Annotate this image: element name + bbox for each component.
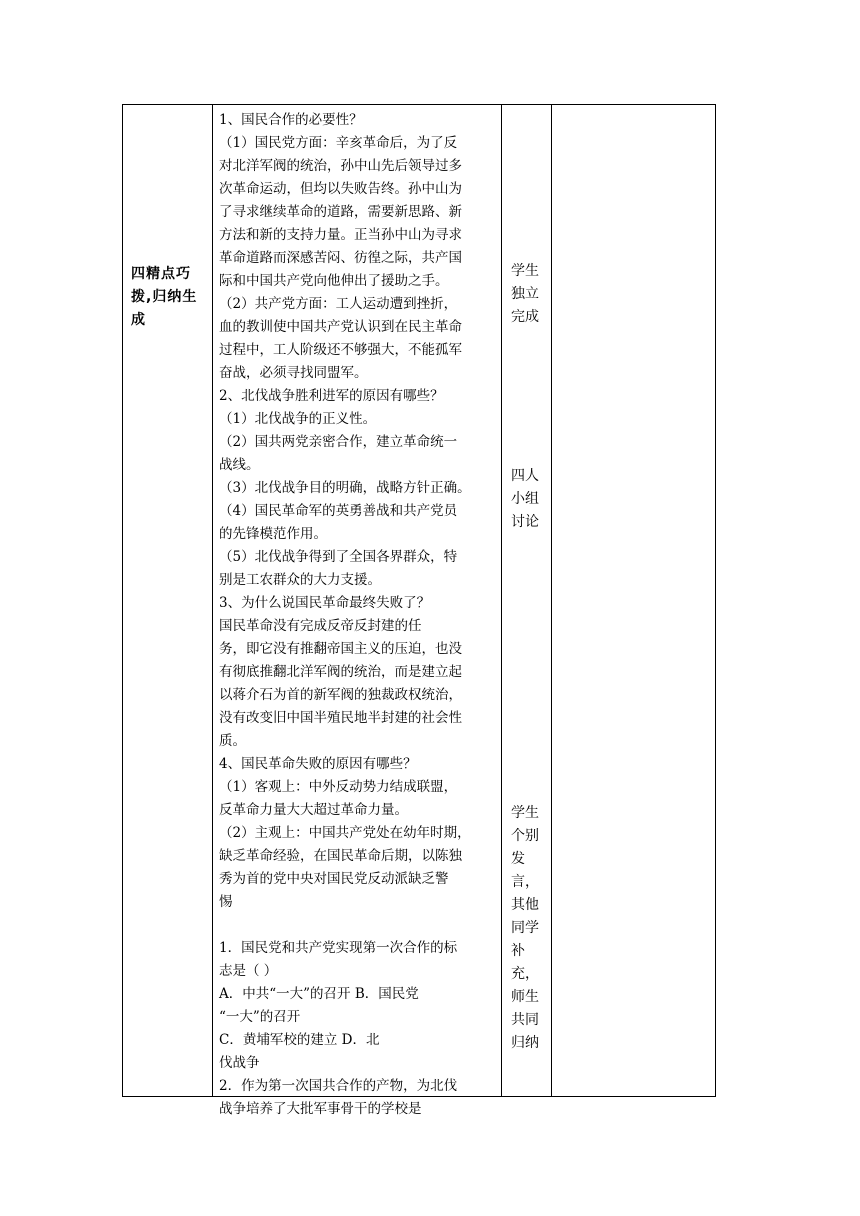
content-line: （1）客观上：中外反动势力结成联盟， <box>219 779 458 795</box>
activity-line: 同学 <box>511 920 539 936</box>
content-line: 秀为首的党中央对国民党反动派缺乏警 <box>219 871 449 887</box>
content-line: 1、国民合作的必要性？ <box>219 112 363 128</box>
content-line: 对北洋军阀的统治，孙中山先后领导过多 <box>219 158 462 174</box>
activity-line: 共同 <box>511 1012 539 1028</box>
content-line: 质。 <box>219 733 246 749</box>
content-line: 4、国民革命失败的原因有哪些？ <box>219 756 417 772</box>
content-line: （2）国共两党亲密合作，建立革命统一 <box>219 434 458 450</box>
content-line: 方法和新的支持力量。正当孙中山为寻求 <box>219 227 462 243</box>
activity-individual <box>511 802 551 1055</box>
content-line: 反革命力量大大超过革命力量。 <box>219 802 408 818</box>
activity-group <box>511 465 551 534</box>
content-line: （2）主观上：中国共产党处在幼年时期， <box>219 825 471 841</box>
content-line: （2）共产党方面：工人运动遭到挫折， <box>219 296 458 312</box>
content-line: 国民革命没有完成反帝反封建的任 <box>219 618 422 634</box>
activity-line: 讨论 <box>511 514 539 530</box>
column-divider <box>212 105 213 1096</box>
activity-line: 其他 <box>511 897 539 913</box>
lesson-table <box>122 104 716 1117</box>
stage-label-line: 拨,归纳生 <box>131 289 198 305</box>
activity-line: 学生 <box>511 263 539 279</box>
content-line: C．黄埔军校的建立 D．北 <box>219 1032 380 1048</box>
activity-cell <box>509 105 553 1096</box>
activity-line: 完成 <box>511 309 539 325</box>
content-line: 缺乏革命经验，在国民革命后期，以陈独 <box>219 848 462 864</box>
content-line: 1．国民党和共产党实现第一次合作的标 <box>219 940 458 956</box>
content-line: A．中共“一大”的召开 B．国民党 <box>219 986 419 1002</box>
content-line: 以蒋介石为首的新军阀的独裁政权统治， <box>219 687 462 703</box>
content-line: 有彻底推翻北洋军阀的统治，而是建立起 <box>219 664 462 680</box>
content-line: 2、北伐战争胜利进军的原因有哪些？ <box>219 388 444 404</box>
content-line: 过程中，工人阶级还不够强大，不能孤军 <box>219 342 462 358</box>
column-divider <box>501 105 502 1096</box>
activity-line: 学生 <box>511 805 539 821</box>
content-cell <box>219 109 499 1117</box>
content-line: （1）北伐战争的正义性。 <box>219 411 377 427</box>
stage-cell <box>123 105 212 1096</box>
content-line: 别是工农群众的大力支援。 <box>219 572 381 588</box>
content-line: 没有改变旧中国半殖民地半封建的社会性 <box>219 710 462 726</box>
activity-line: 归纳 <box>511 1035 539 1051</box>
content-line: （1）国民党方面：辛亥革命后，为了反 <box>219 135 458 151</box>
stage-label <box>131 263 207 332</box>
content-line: 血的教训使中国共产党认识到在民主革命 <box>219 319 462 335</box>
content-line: 奋战，必须寻找同盟军。 <box>219 365 368 381</box>
stage-label-line: 四精点巧 <box>131 266 191 282</box>
content-line: 际和中国共产党向他伸出了援助之手。 <box>219 273 449 289</box>
activity-line: 发 <box>511 851 525 867</box>
content-line: 志是（ ） <box>219 963 278 979</box>
content-line: 战争培养了大批军事骨干的学校是 <box>219 1101 422 1117</box>
activity-line: 小组 <box>511 491 539 507</box>
content-line <box>219 914 499 937</box>
content-line: 了寻求继续革命的道路，需要新思路、新 <box>219 204 462 220</box>
activity-line: 师生 <box>511 989 539 1005</box>
content-line: 的先锋模范作用。 <box>219 526 327 542</box>
activity-line: 独立 <box>511 286 539 302</box>
content-line: 次革命运动，但均以失败告终。孙中山为 <box>219 181 462 197</box>
content-line: （3）北伐战争目的明确，战略方针正确。 <box>219 480 471 496</box>
content-line: 3、为什么说国民革命最终失败了？ <box>219 595 431 611</box>
content-line: 革命道路而深感苦闷、彷徨之际，共产国 <box>219 250 462 266</box>
content-line: 伐战争 <box>219 1055 260 1071</box>
stage-label-line: 成 <box>131 312 146 328</box>
content-line: 惕 <box>219 894 233 910</box>
activity-line: 充， <box>511 966 539 982</box>
activity-line: 言， <box>511 874 539 890</box>
activity-line: 个别 <box>511 828 539 844</box>
content-line: 2．作为第一次国共合作的产物，为北伐 <box>219 1078 458 1094</box>
content-line: （4）国民革命军的英勇善战和共产党员 <box>219 503 458 519</box>
content-line: 战线。 <box>219 457 260 473</box>
activity-line: 四人 <box>511 468 539 484</box>
content-line: （5）北伐战争得到了全国各界群众，特 <box>219 549 458 565</box>
content-line: “一大”的召开 <box>219 1009 301 1025</box>
activity-independent <box>511 260 551 329</box>
content-line: 务，即它没有推翻帝国主义的压迫，也没 <box>219 641 462 657</box>
activity-line: 补 <box>511 943 525 959</box>
